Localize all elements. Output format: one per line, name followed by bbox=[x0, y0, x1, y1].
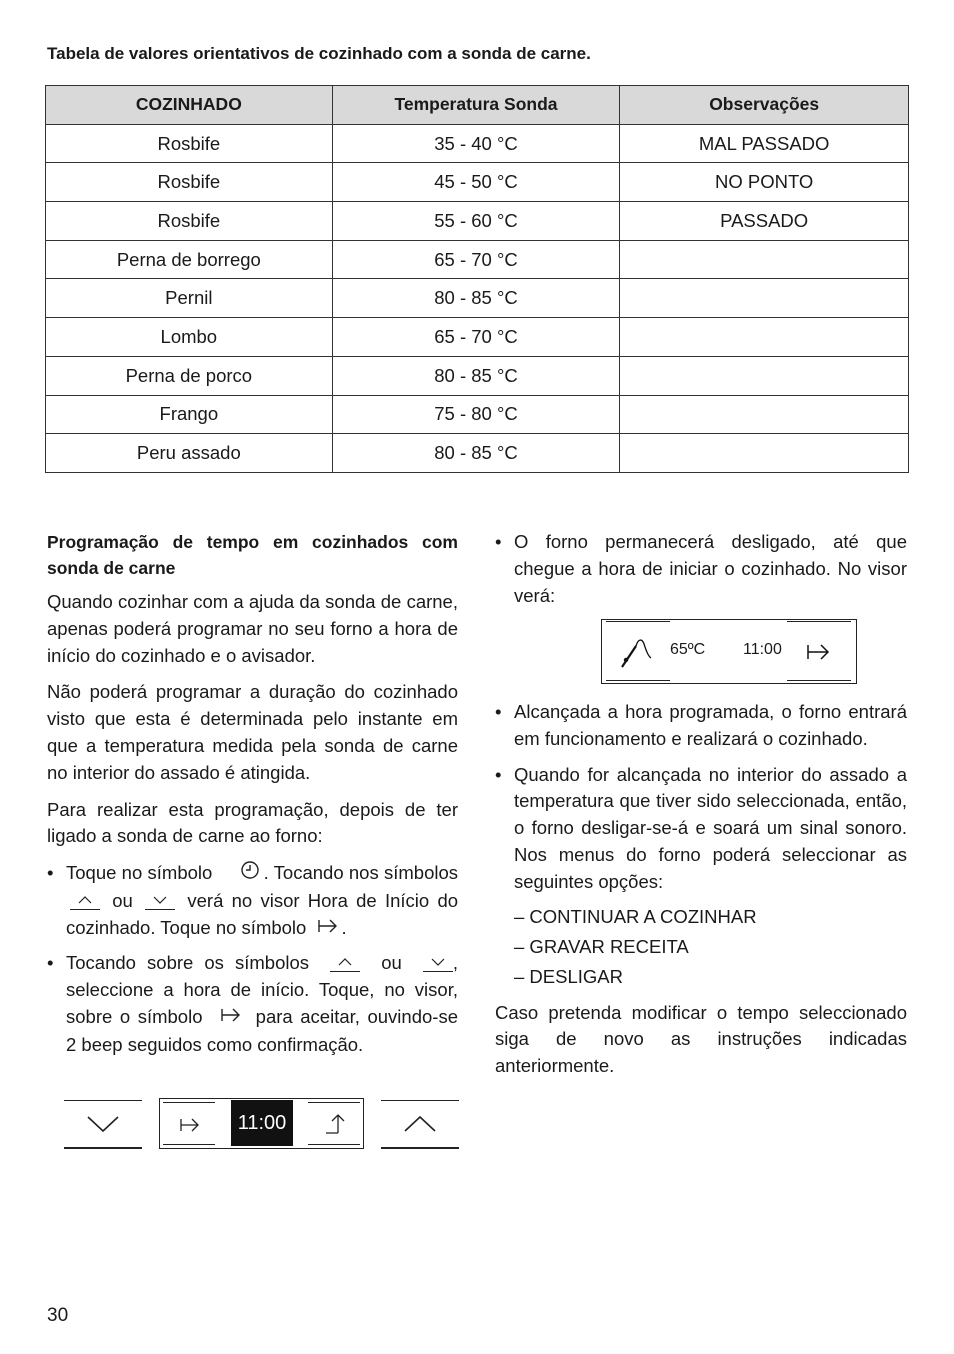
table-cell bbox=[620, 356, 909, 395]
table-cell: MAL PASSADO bbox=[620, 124, 909, 163]
section-heading: Programação de tempo em cozinhados com sonda de carne bbox=[47, 532, 458, 578]
table-cell: Perna de borrego bbox=[46, 240, 333, 279]
list-item: – DESLIGAR bbox=[514, 965, 623, 987]
left-column bbox=[47, 529, 458, 1058]
start-time-button[interactable] bbox=[163, 1102, 215, 1145]
right-column-lower bbox=[495, 699, 907, 1080]
bullet-text: . bbox=[341, 916, 347, 938]
column-header: COZINHADO bbox=[46, 86, 333, 125]
table-row bbox=[46, 318, 909, 357]
table-row bbox=[46, 279, 909, 318]
start-time-icon bbox=[806, 642, 832, 662]
start-time-icon bbox=[317, 916, 339, 943]
start-time-value: 11:00 bbox=[743, 641, 782, 658]
down-arrow-key-icon bbox=[145, 895, 175, 910]
chevron-up-icon bbox=[403, 1115, 437, 1133]
up-arrow-button[interactable] bbox=[381, 1100, 459, 1149]
table-cell bbox=[620, 318, 909, 357]
table-cell: Frango bbox=[46, 395, 333, 434]
table-header-row bbox=[46, 86, 909, 125]
table-cell: 45 - 50 °C bbox=[332, 163, 620, 202]
instruction-bullet bbox=[47, 950, 458, 1058]
table-cell: 80 - 85 °C bbox=[332, 434, 620, 473]
table-cell: Perna de porco bbox=[46, 356, 333, 395]
bullet-text: . Tocando nos símbolos bbox=[263, 862, 459, 884]
table-cell: 75 - 80 °C bbox=[332, 395, 620, 434]
bullet-text: Tocando sobre os símbolos bbox=[66, 952, 310, 974]
bullet-text: , seleccione a hora de início. Toque, no visor, sobre o símbolo bbox=[66, 952, 459, 1028]
bullet-text: ou bbox=[112, 890, 133, 912]
table-cell: Peru assado bbox=[46, 434, 333, 473]
end-time-icon bbox=[324, 1112, 348, 1136]
table-cell: Rosbife bbox=[46, 124, 333, 163]
paragraph: Para realizar esta programação, depois de ter ligado a sonda de carne ao forno: bbox=[47, 798, 458, 847]
time-display-panel bbox=[159, 1098, 364, 1149]
start-time-icon bbox=[179, 1116, 201, 1134]
table-row bbox=[46, 434, 909, 473]
bullet-text: para aceitar, ouvindo-se 2 beep seguidos como confirmação. bbox=[66, 1006, 458, 1055]
probe-temperature: 65ºC bbox=[670, 641, 706, 658]
probe-icon bbox=[618, 636, 658, 670]
clock-icon bbox=[240, 860, 260, 888]
list-item: – GRAVAR RECEITA bbox=[514, 935, 689, 957]
table-cell: 65 - 70 °C bbox=[332, 318, 620, 357]
paragraph: Caso pretenda modificar o tempo seleccionado siga de novo as instruções indicadas anteriormente. bbox=[495, 1001, 907, 1077]
instruction-bullet: • Quando for alcançada no interior do assado a temperatura que tiver sido seleccionada, então, o forno desligar-se-á e soará um sinal sonoro. Nos menus do forno poderá seleccionar as seguintes opções: bbox=[495, 762, 907, 896]
down-arrow-button[interactable] bbox=[64, 1100, 142, 1149]
table-cell: 65 - 70 °C bbox=[332, 240, 620, 279]
table-row bbox=[46, 356, 909, 395]
table-cell: 80 - 85 °C bbox=[332, 356, 620, 395]
table-row bbox=[46, 163, 909, 202]
table-cell bbox=[620, 279, 909, 318]
up-arrow-key-icon bbox=[70, 895, 100, 910]
end-time-button[interactable] bbox=[308, 1102, 360, 1145]
table-cell bbox=[620, 240, 909, 279]
list-item: – CONTINUAR A COZINHAR bbox=[514, 905, 757, 927]
table-title: Tabela de valores orientativos de cozinhado com a sonda de carne. bbox=[47, 44, 591, 63]
instruction-bullet bbox=[47, 860, 458, 942]
start-time-button[interactable] bbox=[787, 621, 851, 681]
table-row bbox=[46, 202, 909, 241]
probe-button[interactable] bbox=[606, 621, 670, 681]
column-header: Temperatura Sonda bbox=[332, 86, 620, 125]
table-cell: Lombo bbox=[46, 318, 333, 357]
time-readout: 11:00 bbox=[231, 1100, 293, 1146]
table-cell: 55 - 60 °C bbox=[332, 202, 620, 241]
start-time-icon bbox=[220, 1005, 242, 1032]
chevron-down-icon bbox=[86, 1115, 120, 1133]
table-cell: PASSADO bbox=[620, 202, 909, 241]
table-cell: 80 - 85 °C bbox=[332, 279, 620, 318]
cooking-values-table bbox=[45, 85, 909, 473]
bullet-text: Toque no símbolo bbox=[66, 862, 213, 884]
table-row bbox=[46, 395, 909, 434]
bullet-text: verá no visor Hora de Início do cozinhado. Toque no símbolo bbox=[66, 890, 459, 938]
up-arrow-key-icon bbox=[330, 957, 360, 972]
down-arrow-key-icon bbox=[423, 957, 453, 972]
table-row bbox=[46, 124, 909, 163]
table-cell: NO PONTO bbox=[620, 163, 909, 202]
paragraph: Quando cozinhar com a ajuda da sonda de carne, apenas poderá programar no seu forno a hora de início do cozinhado e o avisador. bbox=[47, 591, 458, 666]
right-column bbox=[495, 529, 907, 609]
options-list bbox=[495, 902, 907, 992]
table-cell: Rosbife bbox=[46, 202, 333, 241]
paragraph: Não poderá programar a duração do cozinhado visto que esta é determinada pelo instante em que a temperatura medida pela sonda de carne no interior do assado é atingida. bbox=[47, 681, 458, 783]
table-cell: 35 - 40 °C bbox=[332, 124, 620, 163]
page-number: 30 bbox=[47, 1305, 69, 1326]
table-cell bbox=[620, 434, 909, 473]
bullet-text: ou bbox=[381, 952, 402, 974]
instruction-bullet: • Alcançada a hora programada, o forno entrará em funcionamento e realizará o cozinhado. bbox=[495, 699, 907, 753]
oven-display bbox=[601, 619, 857, 684]
table-cell: Rosbife bbox=[46, 163, 333, 202]
table-row bbox=[46, 240, 909, 279]
table-cell: Pernil bbox=[46, 279, 333, 318]
table-cell bbox=[620, 395, 909, 434]
instruction-bullet: • O forno permanecerá desligado, até que chegue a hora de iniciar o cozinhado. No visor verá: bbox=[495, 529, 907, 609]
column-header: Observações bbox=[620, 86, 909, 125]
